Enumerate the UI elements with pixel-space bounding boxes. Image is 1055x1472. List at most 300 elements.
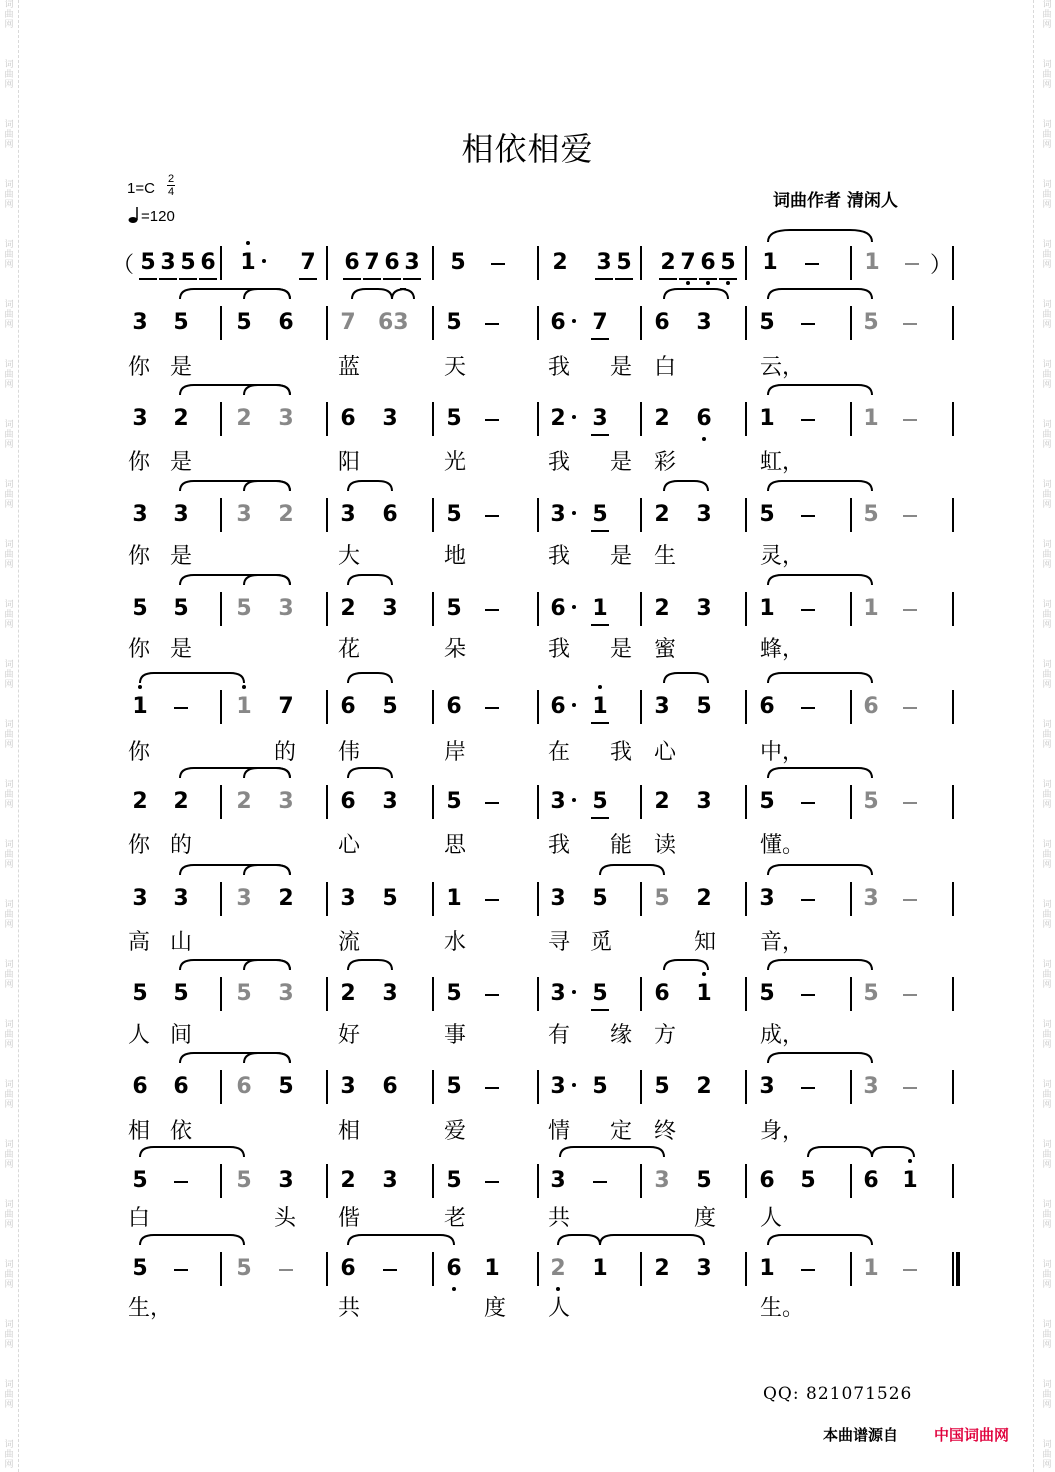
side-watermark: 词 曲 网: [1042, 180, 1052, 210]
lyric-syllable: 是: [170, 450, 193, 475]
note-digit: 63: [378, 310, 409, 335]
note-digit: 1: [240, 250, 256, 275]
lyric-syllable: 共: [548, 1206, 571, 1231]
lyric-syllable: 方: [654, 1023, 677, 1048]
note-digit: 2: [654, 406, 670, 431]
note-digit: 5: [173, 981, 189, 1006]
side-watermark: 词 曲 网: [1042, 600, 1052, 630]
note-digit: 6: [236, 1074, 252, 1099]
note-digit: 3: [382, 596, 398, 621]
note-digit: 6: [654, 981, 670, 1006]
lyric-syllable: 蜜: [654, 637, 677, 662]
lyric-syllable: 音，: [760, 930, 805, 955]
side-watermark: 词 曲 网: [1042, 1020, 1052, 1050]
side-watermark: 词 曲 网: [1042, 540, 1052, 570]
note-digit: 6: [132, 1074, 148, 1099]
note-digit: 1: [484, 1256, 500, 1281]
note-digit: 5: [173, 596, 189, 621]
side-watermark: 词 曲 网: [1042, 1140, 1052, 1170]
side-watermark: 词 曲 网: [4, 900, 14, 930]
lyric-syllable: 寻: [548, 930, 571, 955]
side-watermark: 词 曲 网: [4, 1020, 14, 1050]
note-digit: 3: [550, 981, 566, 1006]
side-watermark: 词 曲 网: [4, 120, 14, 150]
note-digit: 6: [382, 502, 398, 527]
lyric-syllable: 终: [654, 1119, 677, 1144]
lyric-syllable: 老: [444, 1206, 467, 1231]
note-digit: 1: [863, 1256, 879, 1281]
lyric-syllable: 度: [484, 1296, 507, 1321]
note-digit: 6: [550, 310, 566, 335]
side-watermark: 词 曲 网: [1042, 1200, 1052, 1230]
lyric-syllable: 缘: [610, 1023, 633, 1048]
lyric-syllable: 共: [338, 1296, 361, 1321]
lyric-syllable: 人: [128, 1023, 151, 1048]
note-digit: 3: [340, 1074, 356, 1099]
lyric-syllable: 伟: [338, 740, 361, 765]
lyric-syllable: 情: [548, 1119, 571, 1144]
note-digit: 5: [759, 981, 775, 1006]
note-digit: 1: [902, 1168, 918, 1193]
lyric-syllable: 相: [128, 1119, 151, 1144]
note-digit: 5: [446, 1074, 462, 1099]
lyric-syllable: 成，: [760, 1023, 805, 1048]
side-watermark: 词 曲 网: [4, 660, 14, 690]
side-watermark: 词 曲 网: [4, 180, 14, 210]
note-digit: 2: [340, 981, 356, 1006]
note-digit: 3: [382, 1168, 398, 1193]
note-digit: 5: [696, 1168, 712, 1193]
note-digit: 6: [700, 250, 716, 275]
note-digit: 1: [446, 886, 462, 911]
note-digit: 5: [592, 502, 608, 527]
side-watermark: 词 曲 网: [1042, 1320, 1052, 1350]
lyric-syllable: 偕: [338, 1206, 361, 1231]
note-digit: 5: [236, 981, 252, 1006]
note-digit: 6: [340, 789, 356, 814]
note-digit: 5: [592, 789, 608, 814]
lyric-syllable: 是: [610, 637, 633, 662]
lyric-syllable: 生，: [128, 1296, 173, 1321]
lyric-syllable: 你: [128, 637, 151, 662]
note-digit: 6: [340, 694, 356, 719]
source-site: 中国词曲网: [934, 1426, 1010, 1444]
lyric-syllable: 阳: [338, 450, 361, 475]
note-digit: 5: [446, 502, 462, 527]
side-watermark: 词 曲 网: [4, 1080, 14, 1110]
lyric-syllable: 生: [654, 544, 677, 569]
note-digit: 1: [236, 694, 252, 719]
note-digit: 3: [382, 406, 398, 431]
side-watermark: 词 曲 网: [4, 60, 14, 90]
lyric-syllable: 懂。: [760, 833, 805, 858]
lyric-syllable: 在: [548, 740, 571, 765]
side-watermark: 词 曲 网: [4, 1140, 14, 1170]
lyric-syllable: 是: [170, 544, 193, 569]
note-digit: 1: [759, 1256, 775, 1281]
note-digit: 5: [616, 250, 632, 275]
note-digit: 5: [696, 694, 712, 719]
note-digit: 1: [863, 406, 879, 431]
note-digit: 5: [592, 1074, 608, 1099]
lyric-syllable: 我: [610, 740, 633, 765]
note-digit: 5: [132, 596, 148, 621]
side-watermark: 词 曲 网: [1042, 360, 1052, 390]
note-digit: 3: [759, 886, 775, 911]
note-digit: 2: [654, 789, 670, 814]
note-digit: 2: [654, 1256, 670, 1281]
lyric-syllable: 流: [338, 930, 361, 955]
side-watermark: 词 曲 网: [1042, 480, 1052, 510]
note-digit: 5: [759, 789, 775, 814]
lyric-syllable: 大: [338, 544, 361, 569]
note-digit: 6: [340, 406, 356, 431]
note-digit: 1: [132, 694, 148, 719]
note-digit: 6: [696, 406, 712, 431]
note-digit: 3: [278, 1168, 294, 1193]
note-digit: 3: [759, 1074, 775, 1099]
side-watermark: 词 曲 网: [4, 1200, 14, 1230]
note-digit: 6: [278, 310, 294, 335]
note-digit: 7: [340, 310, 356, 335]
note-digit: 3: [592, 406, 608, 431]
lyric-syllable: 花: [338, 637, 361, 662]
note-digit: 1: [592, 694, 608, 719]
side-watermark: 词 曲 网: [4, 300, 14, 330]
note-digit: 5: [446, 789, 462, 814]
side-watermark: 词 曲 网: [1042, 300, 1052, 330]
lyric-syllable: 白: [128, 1206, 151, 1231]
note-digit: 7: [278, 694, 294, 719]
side-watermark: 词 曲 网: [1042, 1380, 1052, 1410]
note-digit: 5: [278, 1074, 294, 1099]
lyric-syllable: 头: [274, 1206, 297, 1231]
note-digit: 3: [340, 886, 356, 911]
note-digit: 3: [132, 502, 148, 527]
note-digit: 3: [236, 886, 252, 911]
lyric-syllable: 思: [444, 833, 467, 858]
note-digit: 3: [132, 406, 148, 431]
note-digit: 3: [173, 886, 189, 911]
note-digit: 3: [863, 886, 879, 911]
author-credit: 词曲作者 清闲人: [773, 191, 898, 211]
lyric-syllable: 地: [444, 544, 467, 569]
note-digit: 7: [592, 310, 608, 335]
note-digit: 6: [173, 1074, 189, 1099]
lyric-syllable: 是: [610, 450, 633, 475]
note-digit: 3: [654, 694, 670, 719]
side-watermark: 词 曲 网: [4, 420, 14, 450]
note-digit: 3: [550, 1074, 566, 1099]
lyric-syllable: 是: [610, 355, 633, 380]
lyric-syllable: 白: [654, 355, 677, 380]
note-digit: 7: [680, 250, 696, 275]
note-digit: 5: [132, 981, 148, 1006]
note-digit: 3: [160, 250, 176, 275]
lyric-syllable: 中，: [760, 740, 805, 765]
lyric-syllable: 岸: [444, 740, 467, 765]
lyric-syllable: 蜂，: [760, 637, 805, 662]
note-digit: 6: [863, 1168, 879, 1193]
note-digit: 5: [654, 886, 670, 911]
lyric-syllable: 是: [170, 637, 193, 662]
intro-open-paren: （: [112, 253, 135, 278]
side-watermark: 词 曲 网: [1042, 840, 1052, 870]
note-digit: 5: [446, 596, 462, 621]
note-digit: 3: [132, 886, 148, 911]
lyric-syllable: 有: [548, 1023, 571, 1048]
lyric-syllable: 灵，: [760, 544, 805, 569]
note-digit: 3: [278, 789, 294, 814]
lyric-syllable: 你: [128, 544, 151, 569]
tempo-value: =120: [141, 208, 175, 225]
note-digit: 1: [762, 250, 778, 275]
note-digit: 2: [278, 886, 294, 911]
side-watermark: 词 曲 网: [1042, 660, 1052, 690]
note-digit: 6: [550, 596, 566, 621]
qq-contact: QQ: 821071526: [763, 1384, 913, 1404]
lyric-syllable: 光: [444, 450, 467, 475]
note-digit: 6: [344, 250, 360, 275]
lyric-syllable: 知: [694, 930, 717, 955]
lyric-syllable: 是: [610, 544, 633, 569]
lyric-syllable: 人: [760, 1206, 783, 1231]
note-digit: 5: [863, 789, 879, 814]
note-digit: 3: [696, 310, 712, 335]
lyric-syllable: 蓝: [338, 355, 361, 380]
lyric-syllable: 的: [170, 833, 193, 858]
note-digit: 3: [278, 981, 294, 1006]
side-watermark: 词 曲 网: [1042, 1260, 1052, 1290]
source-label: 本曲谱源自: [823, 1426, 899, 1444]
note-digit: 5: [382, 886, 398, 911]
lyric-syllable: 云，: [760, 355, 805, 380]
side-watermark: 词 曲 网: [4, 1380, 14, 1410]
lyric-syllable: 天: [444, 355, 467, 380]
lyric-syllable: 的: [274, 740, 297, 765]
note-digit: 1: [592, 1256, 608, 1281]
side-watermark: 词 曲 网: [1042, 120, 1052, 150]
side-watermark: 词 曲 网: [1042, 1080, 1052, 1110]
side-watermark: 词 曲 网: [1042, 420, 1052, 450]
time-signature-top: 2: [167, 173, 175, 185]
side-watermark: 词 曲 网: [4, 840, 14, 870]
lyric-syllable: 身，: [760, 1119, 805, 1144]
note-digit: 5: [863, 981, 879, 1006]
lyric-syllable: 我: [548, 450, 571, 475]
note-digit: 6: [340, 1256, 356, 1281]
note-digit: 3: [654, 1168, 670, 1193]
note-digit: 3: [550, 886, 566, 911]
lyric-syllable: 山: [170, 930, 193, 955]
lyric-syllable: 我: [548, 544, 571, 569]
side-watermark: 词 曲 网: [1042, 1440, 1052, 1470]
note-digit: 3: [132, 310, 148, 335]
note-digit: 5: [654, 1074, 670, 1099]
note-digit: 3: [596, 250, 612, 275]
note-digit: 2: [660, 250, 676, 275]
note-digit: 1: [592, 596, 608, 621]
note-digit: 6: [550, 694, 566, 719]
lyric-syllable: 度: [694, 1206, 717, 1231]
note-digit: 5: [800, 1168, 816, 1193]
note-digit: 5: [592, 981, 608, 1006]
lyric-syllable: 好: [338, 1023, 361, 1048]
note-digit: 2: [696, 1074, 712, 1099]
note-digit: 3: [696, 1256, 712, 1281]
note-digit: 2: [132, 789, 148, 814]
side-watermark: 词 曲 网: [1042, 780, 1052, 810]
note-digit: 2: [550, 1256, 566, 1281]
side-watermark: 词 曲 网: [4, 1260, 14, 1290]
side-watermark: 词 曲 网: [4, 480, 14, 510]
note-digit: 5: [236, 1168, 252, 1193]
lyric-syllable: 是: [170, 355, 193, 380]
lyric-syllable: 你: [128, 450, 151, 475]
side-watermark: 词 曲 网: [1042, 960, 1052, 990]
side-watermark: 词 曲 网: [1042, 900, 1052, 930]
side-watermark: 词 曲 网: [4, 1320, 14, 1350]
note-digit: 2: [552, 250, 568, 275]
note-digit: 6: [863, 694, 879, 719]
lyric-syllable: 心: [654, 740, 677, 765]
note-digit: 3: [382, 981, 398, 1006]
note-digit: 6: [654, 310, 670, 335]
note-digit: 2: [340, 596, 356, 621]
lyric-syllable: 觅: [590, 930, 613, 955]
lyric-syllable: 虹，: [760, 450, 805, 475]
note-digit: 5: [236, 310, 252, 335]
note-digit: 3: [278, 406, 294, 431]
note-digit: 2: [173, 406, 189, 431]
lyric-syllable: 爱: [444, 1119, 467, 1144]
note-digit: 3: [550, 789, 566, 814]
note-digit: 6: [446, 1256, 462, 1281]
time-signature-bottom: 4: [167, 186, 175, 198]
side-watermark: 词 曲 网: [1042, 60, 1052, 90]
song-title: 相依相爱: [461, 130, 594, 168]
note-digit: 2: [696, 886, 712, 911]
note-digit: 3: [173, 502, 189, 527]
note-digit: 1: [759, 406, 775, 431]
lyric-syllable: 我: [548, 355, 571, 380]
side-watermark: 词 曲 网: [4, 540, 14, 570]
note-digit: 1: [759, 596, 775, 621]
note-digit: 2: [654, 502, 670, 527]
note-digit: 7: [300, 250, 316, 275]
side-watermark: 词 曲 网: [4, 1440, 14, 1470]
note-digit: 1: [696, 981, 712, 1006]
lyric-syllable: 水: [444, 930, 467, 955]
lyric-syllable: 间: [170, 1023, 193, 1048]
note-digit: 6: [384, 250, 400, 275]
lyric-syllable: 依: [170, 1119, 193, 1144]
note-digit: 5: [382, 694, 398, 719]
note-digit: 5: [132, 1168, 148, 1193]
note-digit: 5: [863, 310, 879, 335]
note-digit: 5: [446, 1168, 462, 1193]
note-digit: 2: [340, 1168, 356, 1193]
lyric-syllable: 我: [548, 833, 571, 858]
note-digit: 3: [340, 502, 356, 527]
note-digit: 6: [382, 1074, 398, 1099]
lyric-syllable: 生。: [760, 1296, 805, 1321]
side-watermark: 词 曲 网: [4, 720, 14, 750]
note-digit: 2: [236, 406, 252, 431]
note-digit: 1: [863, 596, 879, 621]
side-watermark: 词 曲 网: [4, 360, 14, 390]
lyric-syllable: 相: [338, 1119, 361, 1144]
note-digit: 5: [132, 1256, 148, 1281]
note-digit: 5: [446, 981, 462, 1006]
lyric-syllable: 定: [610, 1119, 633, 1144]
note-digit: 5: [236, 1256, 252, 1281]
note-digit: 5: [450, 250, 466, 275]
side-watermark: 词 曲 网: [1042, 240, 1052, 270]
key-signature: 1=C: [127, 180, 155, 197]
note-digit: 6: [446, 694, 462, 719]
lyric-syllable: 高: [128, 930, 151, 955]
side-watermark: 词 曲 网: [1042, 720, 1052, 750]
side-watermark: 词 曲 网: [4, 780, 14, 810]
lyric-syllable: 读: [654, 833, 677, 858]
lyric-syllable: 人: [548, 1296, 571, 1321]
note-digit: 1: [864, 250, 880, 275]
note-digit: 6: [759, 1168, 775, 1193]
note-digit: 6: [759, 694, 775, 719]
note-digit: 3: [236, 502, 252, 527]
note-digit: 2: [173, 789, 189, 814]
side-watermark: 词 曲 网: [4, 600, 14, 630]
note-digit: 5: [180, 250, 196, 275]
note-digit: 7: [364, 250, 380, 275]
note-digit: 5: [759, 502, 775, 527]
note-digit: 5: [720, 250, 736, 275]
lyric-syllable: 你: [128, 355, 151, 380]
note-digit: 3: [863, 1074, 879, 1099]
side-watermark: 词 曲 网: [4, 0, 14, 30]
note-digit: 5: [446, 406, 462, 431]
note-digit: 5: [759, 310, 775, 335]
note-digit: 5: [592, 886, 608, 911]
note-digit: 3: [696, 502, 712, 527]
note-digit: 2: [550, 406, 566, 431]
intro-close-paren: ）: [930, 253, 953, 278]
note-digit: 5: [236, 596, 252, 621]
note-digit: 2: [278, 502, 294, 527]
note-digit: 5: [173, 310, 189, 335]
lyric-syllable: 心: [338, 833, 361, 858]
note-digit: 2: [236, 789, 252, 814]
lyric-syllable: 朵: [444, 637, 467, 662]
note-digit: 6: [200, 250, 216, 275]
side-watermark: 词 曲 网: [1042, 0, 1052, 30]
note-digit: 3: [696, 596, 712, 621]
note-digit: 3: [696, 789, 712, 814]
side-watermark: 词 曲 网: [4, 240, 14, 270]
note-digit: 3: [404, 250, 420, 275]
lyric-syllable: 我: [548, 637, 571, 662]
note-digit: 3: [382, 789, 398, 814]
lyric-syllable: 彩: [654, 450, 677, 475]
note-digit: 5: [140, 250, 156, 275]
lyric-syllable: 你: [128, 740, 151, 765]
note-digit: 5: [446, 310, 462, 335]
note-digit: 3: [278, 596, 294, 621]
note-digit: 5: [863, 502, 879, 527]
note-digit: 2: [654, 596, 670, 621]
note-digit: 3: [550, 502, 566, 527]
